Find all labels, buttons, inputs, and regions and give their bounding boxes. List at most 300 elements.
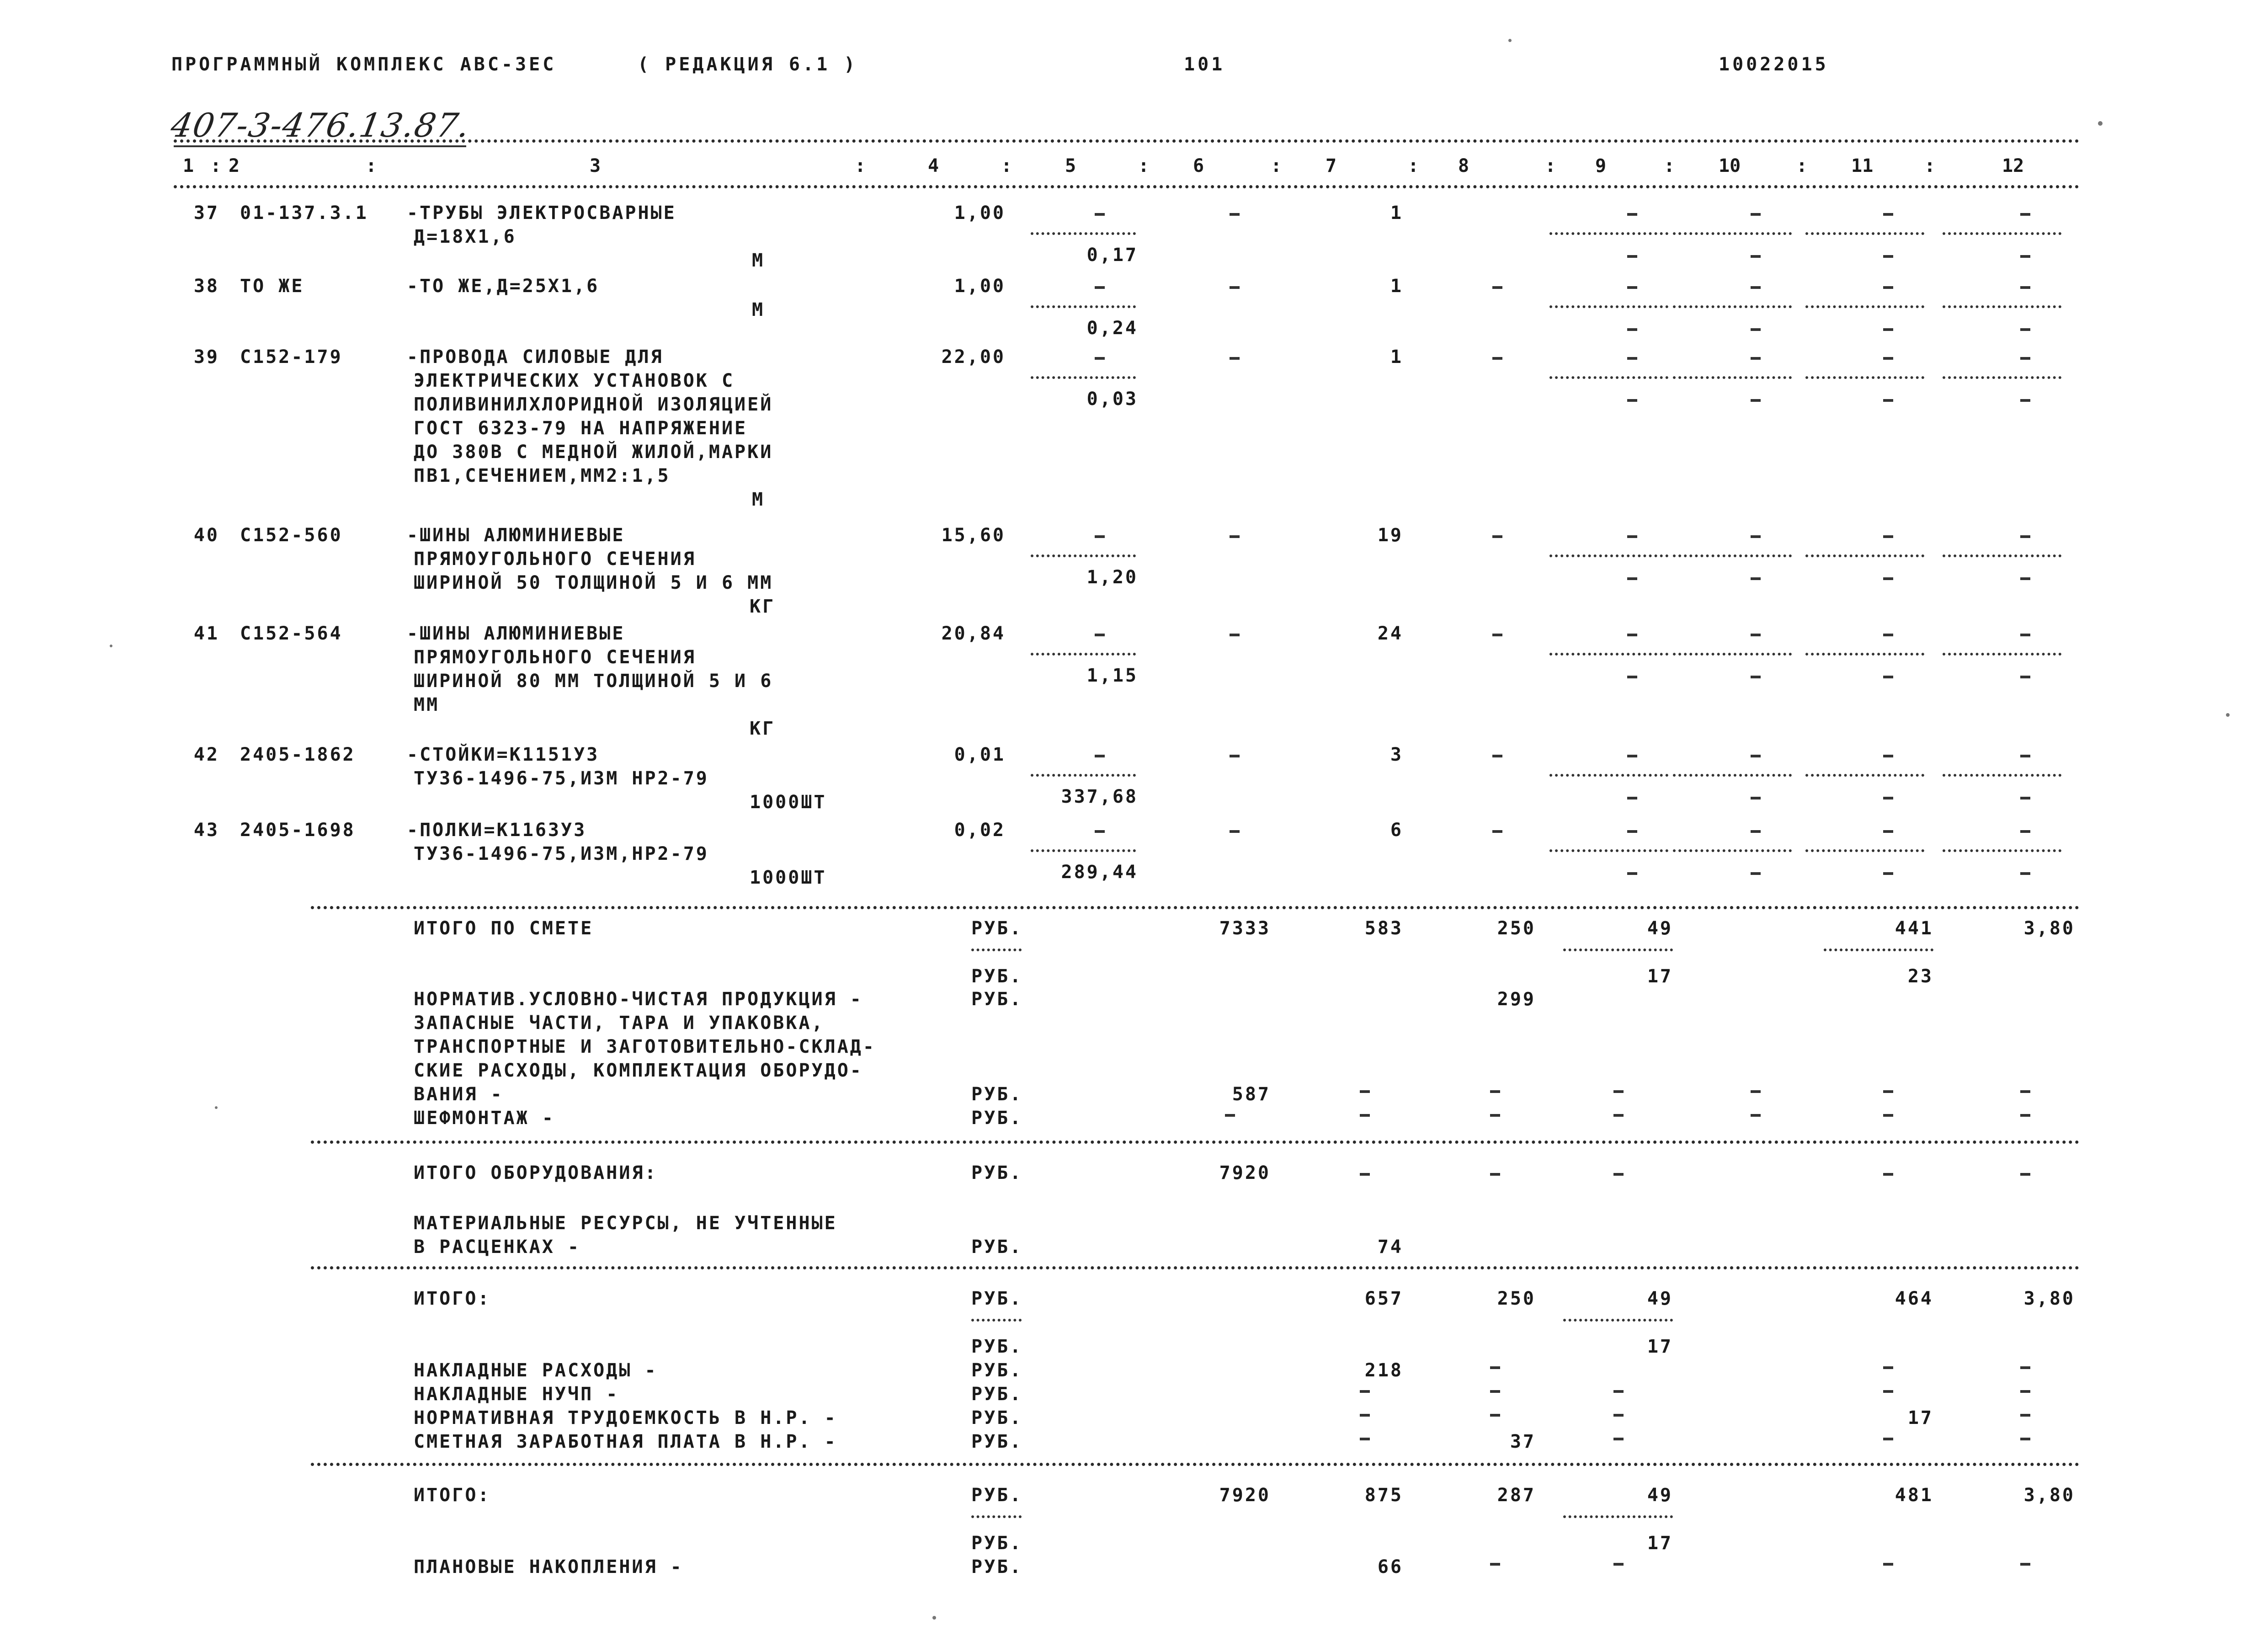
empty-cell-dash (2020, 286, 2030, 289)
empty-cell-dash (1751, 577, 1761, 580)
empty-cell-dash (1613, 1563, 1624, 1566)
scan-speck (1508, 39, 1512, 42)
cell-rule (1031, 774, 1136, 777)
row-number: 40 (193, 525, 219, 546)
cell-rule (1943, 774, 2061, 777)
column-header-2: 2 (229, 155, 240, 176)
total-2-cur-rule (971, 1515, 1022, 1518)
cell-rule (1805, 849, 1924, 852)
empty-cell-dash (1883, 634, 1893, 636)
empty-cell-dash (1883, 399, 1893, 402)
total-2-col11: 481 (1895, 1485, 1933, 1506)
page-number: 101 (1184, 54, 1225, 75)
norm-line-2: ЗАПАСНЫЕ ЧАСТИ, ТАРА И УПАКОВКА, (414, 1013, 825, 1034)
empty-cell-dash (1360, 1173, 1370, 1176)
smeta-total-col6: 7333 (1219, 918, 1271, 939)
overhead-zp-col8: 37 (1510, 1431, 1536, 1452)
total-1-col8: 250 (1497, 1288, 1536, 1309)
empty-cell-dash (1883, 1390, 1893, 1393)
overhead-nakl-col7: 218 (1364, 1360, 1403, 1381)
cell-rule (1805, 232, 1924, 235)
total-1-col9-sub: 17 (1647, 1336, 1673, 1357)
empty-cell-dash (1883, 1563, 1893, 1566)
row-description-line: ПВ1,СЕЧЕНИЕМ,ММ2:1,5 (414, 465, 671, 486)
empty-cell-dash (1883, 213, 1893, 216)
row-unit: КГ (750, 718, 776, 739)
planned-savings-col7: 66 (1377, 1556, 1403, 1578)
smeta-total-col9: 49 (1647, 918, 1673, 939)
column-header-12: 12 (2002, 155, 2024, 176)
empty-cell-dash (1883, 1090, 1893, 1093)
header-rule (174, 185, 2080, 188)
row-description-line: -ШИНЫ АЛЮМИНИЕВЫЕ (407, 525, 625, 546)
empty-cell-dash (1751, 676, 1761, 678)
norm-line-6: ШЕФМОНТАЖ - (414, 1108, 555, 1129)
empty-cell-dash (2020, 1114, 2030, 1117)
column-header-7: 7 (1326, 155, 1337, 176)
empty-cell-dash (1627, 286, 1637, 289)
row-unit-price: 289,44 (1061, 862, 1138, 883)
empty-cell-dash (1751, 213, 1761, 216)
empty-cell-dash (1883, 286, 1893, 289)
empty-cell-dash (2020, 797, 2030, 800)
cell-rule (1031, 376, 1136, 379)
cell-rule (1549, 849, 1668, 852)
total-1-label: ИТОГО: (414, 1288, 491, 1309)
row-description-line: ММ (414, 694, 440, 715)
empty-cell-dash (1095, 357, 1105, 360)
cell-rule (1805, 376, 1924, 379)
empty-cell-dash (1490, 1114, 1500, 1117)
empty-cell-dash (1360, 1438, 1370, 1440)
overhead-currency-4: РУБ. (971, 1431, 1023, 1452)
empty-cell-dash (1751, 357, 1761, 360)
column-separator: : (1408, 155, 1419, 176)
overhead-currency-2: РУБ. (971, 1384, 1023, 1405)
empty-cell-dash (1627, 755, 1637, 757)
cell-rule (1943, 554, 2061, 557)
cell-rule (1549, 232, 1668, 235)
empty-cell-dash (1490, 1563, 1500, 1566)
scan-speck (932, 1616, 936, 1620)
total-2-currency-2: РУБ. (971, 1533, 1023, 1554)
row-code: С152-179 (240, 346, 343, 368)
column-header-5: 5 (1065, 155, 1076, 176)
row-col7: 1 (1390, 203, 1403, 224)
empty-cell-dash (1230, 535, 1240, 538)
cell-rule (1943, 376, 2061, 379)
total-2-label: ИТОГО: (414, 1485, 491, 1506)
column-separator: : (1271, 155, 1282, 176)
scan-speck (215, 1106, 218, 1109)
empty-cell-dash (1360, 1390, 1370, 1393)
row-code: С152-560 (240, 525, 343, 546)
empty-cell-dash (2020, 535, 2030, 538)
empty-cell-dash (1095, 830, 1105, 833)
row-col7: 1 (1390, 346, 1403, 368)
empty-cell-dash (1627, 399, 1637, 402)
empty-cell-dash (1492, 830, 1502, 833)
smeta-total-col8: 250 (1497, 918, 1536, 939)
cell-rule (1031, 232, 1136, 235)
cell-rule (1673, 305, 1792, 308)
cell-rule (1943, 653, 2061, 656)
row-quantity: 0,02 (954, 820, 1006, 841)
column-separator: : (1545, 155, 1556, 176)
empty-cell-dash (2020, 1090, 2030, 1093)
empty-cell-dash (1751, 286, 1761, 289)
komplekt-currency: РУБ. (971, 1084, 1023, 1105)
empty-cell-dash (2020, 1390, 2030, 1393)
row-col7: 19 (1377, 525, 1403, 546)
empty-cell-dash (1613, 1438, 1624, 1440)
row-quantity: 22,00 (941, 346, 1006, 368)
row-description-line: ГОСТ 6323-79 НА НАПРЯЖЕНИЕ (414, 418, 748, 439)
row-description-line: -ТО ЖЕ,Д=25Х1,6 (407, 276, 600, 297)
shefmontazh-currency: РУБ. (971, 1108, 1023, 1129)
empty-cell-dash (1490, 1390, 1500, 1393)
empty-cell-dash (1613, 1114, 1624, 1117)
cell-rule (1673, 376, 1792, 379)
empty-cell-dash (1627, 830, 1637, 833)
smeta-total-label: ИТОГО ПО СМЕТЕ (414, 918, 594, 939)
empty-cell-dash (1627, 634, 1637, 636)
total-1-currency-2: РУБ. (971, 1336, 1023, 1357)
column-header-11: 11 (1851, 155, 1874, 176)
row-description-line: -ШИНЫ АЛЮМИНИЕВЫЕ (407, 623, 625, 644)
empty-cell-dash (1627, 357, 1637, 360)
row-description-line: Д=18Х1,6 (414, 226, 516, 247)
overhead-currency-1: РУБ. (971, 1360, 1023, 1381)
row-unit: 1000ШТ (750, 792, 827, 813)
row-code: 01-137.3.1 (240, 203, 368, 224)
empty-cell-dash (1613, 1173, 1624, 1176)
smeta-total-col9-sub: 17 (1647, 966, 1673, 987)
smeta-total-col12: 3,80 (2023, 918, 2075, 939)
row-description-line: -ТРУБЫ ЭЛЕКТРОСВАРНЫЕ (407, 203, 676, 224)
cell-rule (1031, 849, 1136, 852)
empty-cell-dash (1883, 1438, 1893, 1440)
row-description-line: -СТОЙКИ=К1151У3 (407, 744, 600, 765)
total-2-col9: 49 (1647, 1485, 1673, 1506)
materials-line-1: МАТЕРИАЛЬНЫЕ РЕСУРСЫ, НЕ УЧТЕННЫЕ (414, 1213, 837, 1234)
empty-cell-dash (1230, 286, 1240, 289)
handwritten-project-number: 407-3-476.13.87. (168, 106, 474, 144)
cell-rule (1031, 305, 1136, 308)
smeta-total-currency-2: РУБ. (971, 966, 1023, 987)
equipment-total-col6: 7920 (1219, 1162, 1271, 1183)
materials-end-rule (311, 1266, 2080, 1269)
empty-cell-dash (2020, 830, 2030, 833)
cell-rule (1673, 653, 1792, 656)
total-1-cur-rule (971, 1319, 1022, 1322)
total-1-col7: 657 (1364, 1288, 1403, 1309)
total-2-col9-sub: 17 (1647, 1533, 1673, 1554)
empty-cell-dash (1751, 830, 1761, 833)
cell-rule (1805, 554, 1924, 557)
empty-cell-dash (1492, 634, 1502, 636)
column-separator: : (1924, 155, 1936, 176)
cell-rule (1943, 305, 2061, 308)
row-quantity: 1,00 (954, 276, 1006, 297)
row-col7: 3 (1390, 744, 1403, 765)
program-title: ПРОГРАММНЫЙ КОМПЛЕКС АВС-3ЕС (171, 54, 557, 75)
row-description-line: ШИРИНОЙ 80 ММ ТОЛЩИНОЙ 5 И 6 (414, 671, 773, 692)
column-separator: : (1796, 155, 1808, 176)
empty-cell-dash (2020, 755, 2030, 757)
row-description-line: -ПОЛКИ=К1163У3 (407, 820, 587, 841)
smeta-total-cur-rule (971, 949, 1022, 951)
materials-col7: 74 (1377, 1237, 1403, 1258)
total-2-currency: РУБ. (971, 1485, 1023, 1506)
empty-cell-dash (1627, 213, 1637, 216)
empty-cell-dash (1883, 797, 1893, 800)
cell-rule (1031, 554, 1136, 557)
empty-cell-dash (1751, 797, 1761, 800)
row-unit: 1000ШТ (750, 867, 827, 888)
total-1-currency: РУБ. (971, 1288, 1023, 1309)
planned-savings-label: ПЛАНОВЫЕ НАКОПЛЕНИЯ - (414, 1556, 683, 1578)
smeta-total-col11-sub: 23 (1907, 966, 1933, 987)
cell-rule (1549, 376, 1668, 379)
cell-rule (1673, 774, 1792, 777)
scan-speck (2098, 121, 2103, 126)
equipment-total-currency: РУБ. (971, 1162, 1023, 1183)
norm-line-3: ТРАНСПОРТНЫЕ И ЗАГОТОВИТЕЛЬНО-СКЛАД- (414, 1036, 876, 1057)
row-col7: 1 (1390, 276, 1403, 297)
row-unit: М (752, 250, 765, 271)
column-header-1: 1 (183, 155, 194, 176)
empty-cell-dash (1225, 1114, 1235, 1117)
empty-cell-dash (1490, 1366, 1500, 1369)
row-code: С152-564 (240, 623, 343, 644)
cell-rule (1943, 849, 2061, 852)
empty-cell-dash (1883, 676, 1893, 678)
empty-cell-dash (2020, 634, 2030, 636)
materials-currency: РУБ. (971, 1237, 1023, 1258)
row-unit-price: 337,68 (1061, 786, 1138, 807)
column-separator: : (1664, 155, 1675, 176)
row-code: ТО ЖЕ (240, 276, 304, 297)
empty-cell-dash (1490, 1173, 1500, 1176)
document-number: 10022015 (1719, 54, 1829, 75)
column-header-9: 9 (1595, 155, 1607, 176)
cell-rule (1549, 653, 1668, 656)
empty-cell-dash (1095, 755, 1105, 757)
total-2-col6: 7920 (1219, 1485, 1271, 1506)
empty-cell-dash (2020, 255, 2030, 258)
empty-cell-dash (1751, 634, 1761, 636)
row-unit: М (752, 299, 765, 320)
row-unit-price: 0,24 (1086, 318, 1138, 339)
column-header-4: 4 (928, 155, 939, 176)
smeta-total-col11: 441 (1895, 918, 1933, 939)
handwritten-underline (174, 145, 466, 147)
row-unit: КГ (750, 596, 776, 617)
row-col7: 24 (1377, 623, 1403, 644)
row-unit-price: 1,20 (1086, 567, 1138, 588)
row-description-line: ТУ36-1496-75,ИЗМ,НР2-79 (414, 843, 709, 864)
norm-line-5: ВАНИЯ - (414, 1084, 504, 1105)
empty-cell-dash (1627, 676, 1637, 678)
empty-cell-dash (1627, 872, 1637, 875)
empty-cell-dash (2020, 357, 2030, 360)
empty-cell-dash (1095, 286, 1105, 289)
total-1-col9: 49 (1647, 1288, 1673, 1309)
empty-cell-dash (1230, 634, 1240, 636)
empty-cell-dash (1751, 1114, 1761, 1117)
cell-rule (1805, 305, 1924, 308)
row-col7: 6 (1390, 820, 1403, 841)
row-description-line: -ПРОВОДА СИЛОВЫЕ ДЛЯ (407, 346, 664, 368)
cell-rule (1673, 849, 1792, 852)
empty-cell-dash (1613, 1090, 1624, 1093)
scan-speck (2226, 713, 2230, 717)
empty-cell-dash (1883, 1366, 1893, 1369)
row-quantity: 0,01 (954, 744, 1006, 765)
row-quantity: 1,00 (954, 203, 1006, 224)
total-1-col11: 464 (1895, 1288, 1933, 1309)
cell-rule (1549, 774, 1668, 777)
empty-cell-dash (1751, 872, 1761, 875)
row-number: 39 (193, 346, 219, 368)
cell-rule (1805, 774, 1924, 777)
edition-label: ( РЕДАКЦИЯ 6.1 ) (638, 54, 858, 75)
empty-cell-dash (1360, 1114, 1370, 1117)
row-description-line: ПРЯМОУГОЛЬНОГО СЕЧЕНИЯ (414, 549, 696, 570)
overhead-currency-3: РУБ. (971, 1407, 1023, 1428)
empty-cell-dash (1883, 535, 1893, 538)
smeta-total-col7: 583 (1364, 918, 1403, 939)
empty-cell-dash (2020, 1366, 2030, 1369)
total-2-col7: 875 (1364, 1485, 1403, 1506)
row-code: 2405-1862 (240, 744, 356, 765)
empty-cell-dash (2020, 399, 2030, 402)
row-number: 42 (193, 744, 219, 765)
empty-cell-dash (1230, 755, 1240, 757)
cell-rule (1673, 232, 1792, 235)
materials-line-2: В РАСЦЕНКАХ - (414, 1237, 581, 1258)
empty-cell-dash (1883, 255, 1893, 258)
empty-cell-dash (2020, 213, 2030, 216)
row-code: 2405-1698 (240, 820, 356, 841)
cell-rule (1549, 554, 1668, 557)
overhead-line-4: СМЕТНАЯ ЗАРАБОТНАЯ ПЛАТА В Н.Р. - (414, 1431, 837, 1452)
empty-cell-dash (1360, 1090, 1370, 1093)
column-separator: : (366, 155, 377, 176)
empty-cell-dash (2020, 1563, 2030, 1566)
top-rule (174, 139, 2080, 143)
overhead-trud-col11: 17 (1907, 1407, 1933, 1428)
total-1-col12: 3,80 (2023, 1288, 2075, 1309)
empty-cell-dash (1490, 1090, 1500, 1093)
norm-currency: РУБ. (971, 989, 1023, 1010)
empty-cell-dash (1492, 535, 1502, 538)
empty-cell-dash (1883, 830, 1893, 833)
row-unit-price: 1,15 (1086, 665, 1138, 686)
cell-rule (1943, 232, 2061, 235)
empty-cell-dash (1883, 577, 1893, 580)
row-description-line: ШИРИНОЙ 50 ТОЛЩИНОЙ 5 И 6 ММ (414, 572, 773, 593)
total-1-col9-rule (1563, 1319, 1673, 1322)
empty-cell-dash (1360, 1414, 1370, 1417)
cell-rule (1805, 653, 1924, 656)
empty-cell-dash (1883, 328, 1893, 331)
cell-rule (1673, 554, 1792, 557)
overheads-end-rule (311, 1463, 2080, 1466)
overhead-line-2: НАКЛАДНЫЕ НУЧП - (414, 1384, 619, 1405)
total-2-col9-rule (1563, 1515, 1673, 1518)
empty-cell-dash (1613, 1390, 1624, 1393)
norm-line-1: НОРМАТИВ.УСЛОВНО-ЧИСТАЯ ПРОДУКЦИЯ - (414, 989, 863, 1010)
column-separator: : (1001, 155, 1012, 176)
cell-rule (1549, 305, 1668, 308)
row-description-line: ПОЛИВИНИЛХЛОРИДНОЙ ИЗОЛЯЦИЕЙ (414, 394, 773, 415)
column-separator: : (210, 155, 222, 176)
row-number: 38 (193, 276, 219, 297)
empty-cell-dash (1627, 535, 1637, 538)
norm-end-rule (311, 1141, 2080, 1144)
row-description-line: ДО 380В С МЕДНОЙ ЖИЛОЙ,МАРКИ (414, 442, 773, 463)
empty-cell-dash (1095, 535, 1105, 538)
empty-cell-dash (2020, 1173, 2030, 1176)
row-number: 41 (193, 623, 219, 644)
overhead-line-1: НАКЛАДНЫЕ РАСХОДЫ - (414, 1360, 658, 1381)
total-2-col12: 3,80 (2023, 1485, 2075, 1506)
empty-cell-dash (1883, 872, 1893, 875)
empty-cell-dash (1883, 1114, 1893, 1117)
empty-cell-dash (1751, 755, 1761, 757)
column-separator: : (1138, 155, 1150, 176)
equipment-total-label: ИТОГО ОБОРУДОВАНИЯ: (414, 1162, 658, 1183)
row-quantity: 20,84 (941, 623, 1006, 644)
empty-cell-dash (1490, 1414, 1500, 1417)
norm-line-4: СКИЕ РАСХОДЫ, КОМПЛЕКТАЦИЯ ОБОРУДО- (414, 1060, 863, 1081)
empty-cell-dash (1492, 755, 1502, 757)
empty-cell-dash (1627, 255, 1637, 258)
empty-cell-dash (1627, 328, 1637, 331)
row-unit: М (752, 489, 765, 510)
empty-cell-dash (1751, 255, 1761, 258)
row-unit-price: 0,03 (1086, 389, 1138, 410)
empty-cell-dash (1230, 357, 1240, 360)
empty-cell-dash (1492, 357, 1502, 360)
empty-cell-dash (1751, 1090, 1761, 1093)
empty-cell-dash (1751, 535, 1761, 538)
empty-cell-dash (2020, 676, 2030, 678)
empty-cell-dash (2020, 1438, 2030, 1440)
empty-cell-dash (1883, 1173, 1893, 1176)
empty-cell-dash (1095, 213, 1105, 216)
column-header-3: 3 (590, 155, 601, 176)
cell-rule (1031, 653, 1136, 656)
row-description-line: ЭЛЕКТРИЧЕСКИХ УСТАНОВОК С (414, 370, 735, 391)
empty-cell-dash (1627, 797, 1637, 800)
empty-cell-dash (2020, 577, 2030, 580)
column-header-6: 6 (1193, 155, 1204, 176)
row-description-line: ТУ36-1496-75,ИЗМ НР2-79 (414, 768, 709, 789)
empty-cell-dash (1230, 830, 1240, 833)
empty-cell-dash (1883, 357, 1893, 360)
overhead-line-3: НОРМАТИВНАЯ ТРУДОЕМКОСТЬ В Н.Р. - (414, 1407, 837, 1428)
smeta-total-col9-rule (1563, 949, 1673, 951)
empty-cell-dash (1751, 328, 1761, 331)
smeta-total-col11-rule (1824, 949, 1933, 951)
empty-cell-dash (1095, 634, 1105, 636)
column-header-10: 10 (1719, 155, 1741, 176)
items-end-rule (311, 906, 2080, 909)
row-number: 43 (193, 820, 219, 841)
